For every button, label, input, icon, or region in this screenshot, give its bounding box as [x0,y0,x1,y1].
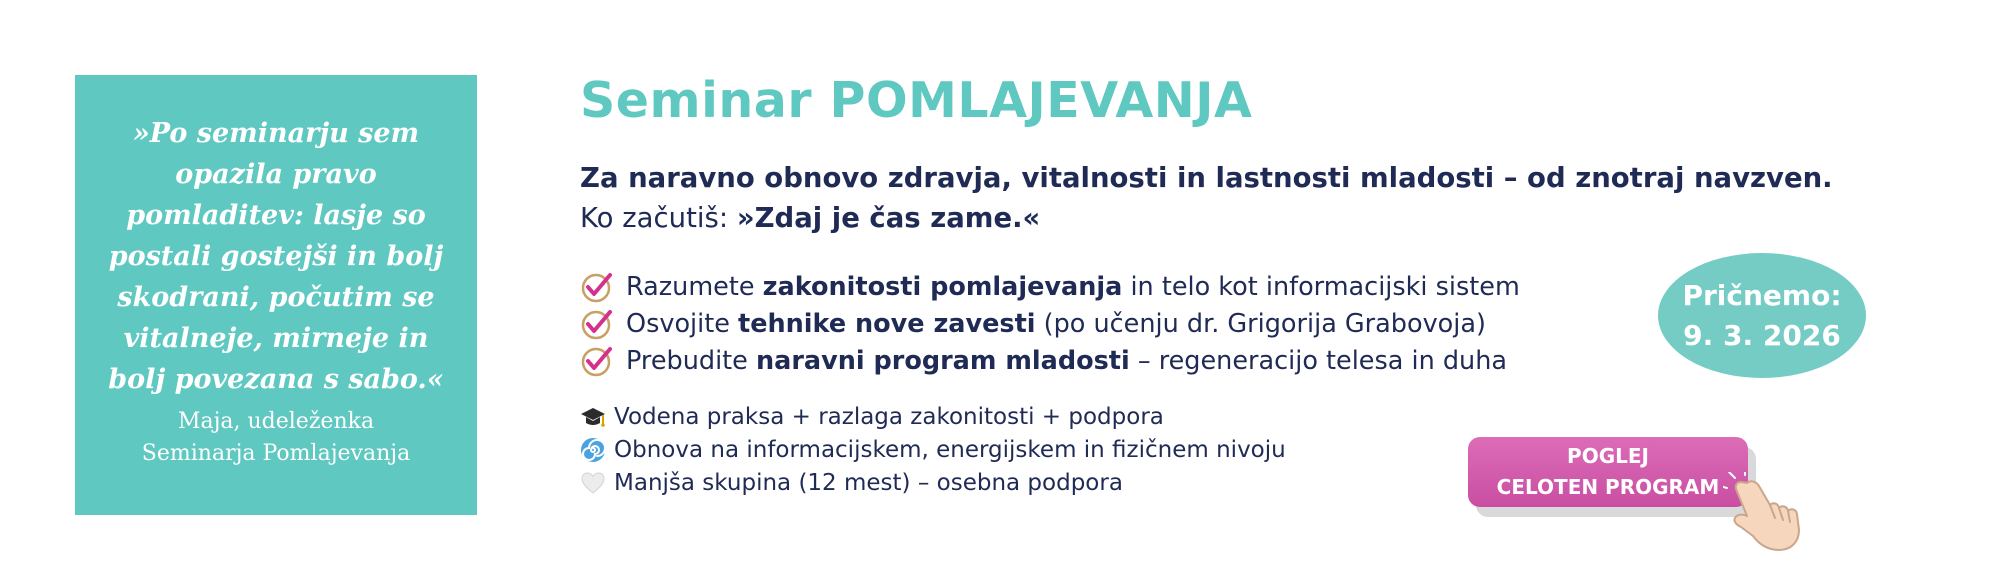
feature-item [580,433,1286,466]
feature-text: Vodena praksa + razlaga zakonitosti + podpora [614,403,1164,430]
benefit-item [580,342,1520,379]
start-date-badge [1658,253,1866,378]
start-label: Pričnemo: [1682,278,1842,312]
pointing-hand-icon [1723,472,1803,557]
testimonial-author-name: Maja, udeleženka [177,409,375,434]
testimonial-author [99,406,453,470]
feature-item [580,400,1286,433]
program-button-group [1468,437,1768,557]
benefit-text: Osvojite tehnike nove zavesti (po učenju dr. Grigorija Grabovoja) [626,308,1486,339]
benefit-text: Razumete zakonitosti pomlajevanja in telo kot informacijski sistem [626,271,1520,302]
subtitle-quote: »Zdaj je čas zame.« [736,202,1041,234]
benefit-list [580,268,1520,379]
testimonial-box [75,75,477,515]
benefit-item [580,305,1520,342]
subtitle-tagline: Za naravno obnovo zdravja, vitalnosti in lastnosti mladosti – od znotraj navzven. [580,162,1833,194]
button-label-line1: POGLEJ [1567,444,1649,468]
check-icon [580,344,614,378]
view-program-button[interactable] [1468,437,1748,507]
benefit-item [580,268,1520,305]
feature-text: Manjša skupina (12 mest) – osebna podpora [614,469,1123,496]
subtitle-line [580,158,1833,198]
button-label-line2: CELOTEN PROGRAM [1496,475,1720,499]
testimonial-quote: »Po seminarju sem opazila pravo pomladitev: lasje so postali gostejši in bolj skodrani, počutim se vitalneje, mirneje in bolj povezana s sabo.« [108,118,444,395]
check-icon [580,270,614,304]
graduation-cap-icon [580,404,606,430]
subtitle [580,158,1833,238]
white-heart-icon [580,470,606,496]
subtitle-prefix: Ko začutiš: [580,202,737,234]
testimonial-author-context: Seminarja Pomlajevanja [141,441,411,466]
feature-text: Obnova na informacijskem, energijskem in fizičnem nivoju [614,436,1286,463]
spiral-icon [580,437,606,463]
feature-item [580,466,1286,499]
check-icon [580,307,614,341]
feature-list [580,400,1286,499]
start-date: 9. 3. 2026 [1683,318,1841,352]
page-title: Seminar POMLAJEVANJA [580,72,1253,129]
subtitle-line [580,198,1833,238]
benefit-text: Prebudite naravni program mladosti – regeneracijo telesa in duha [626,345,1508,376]
